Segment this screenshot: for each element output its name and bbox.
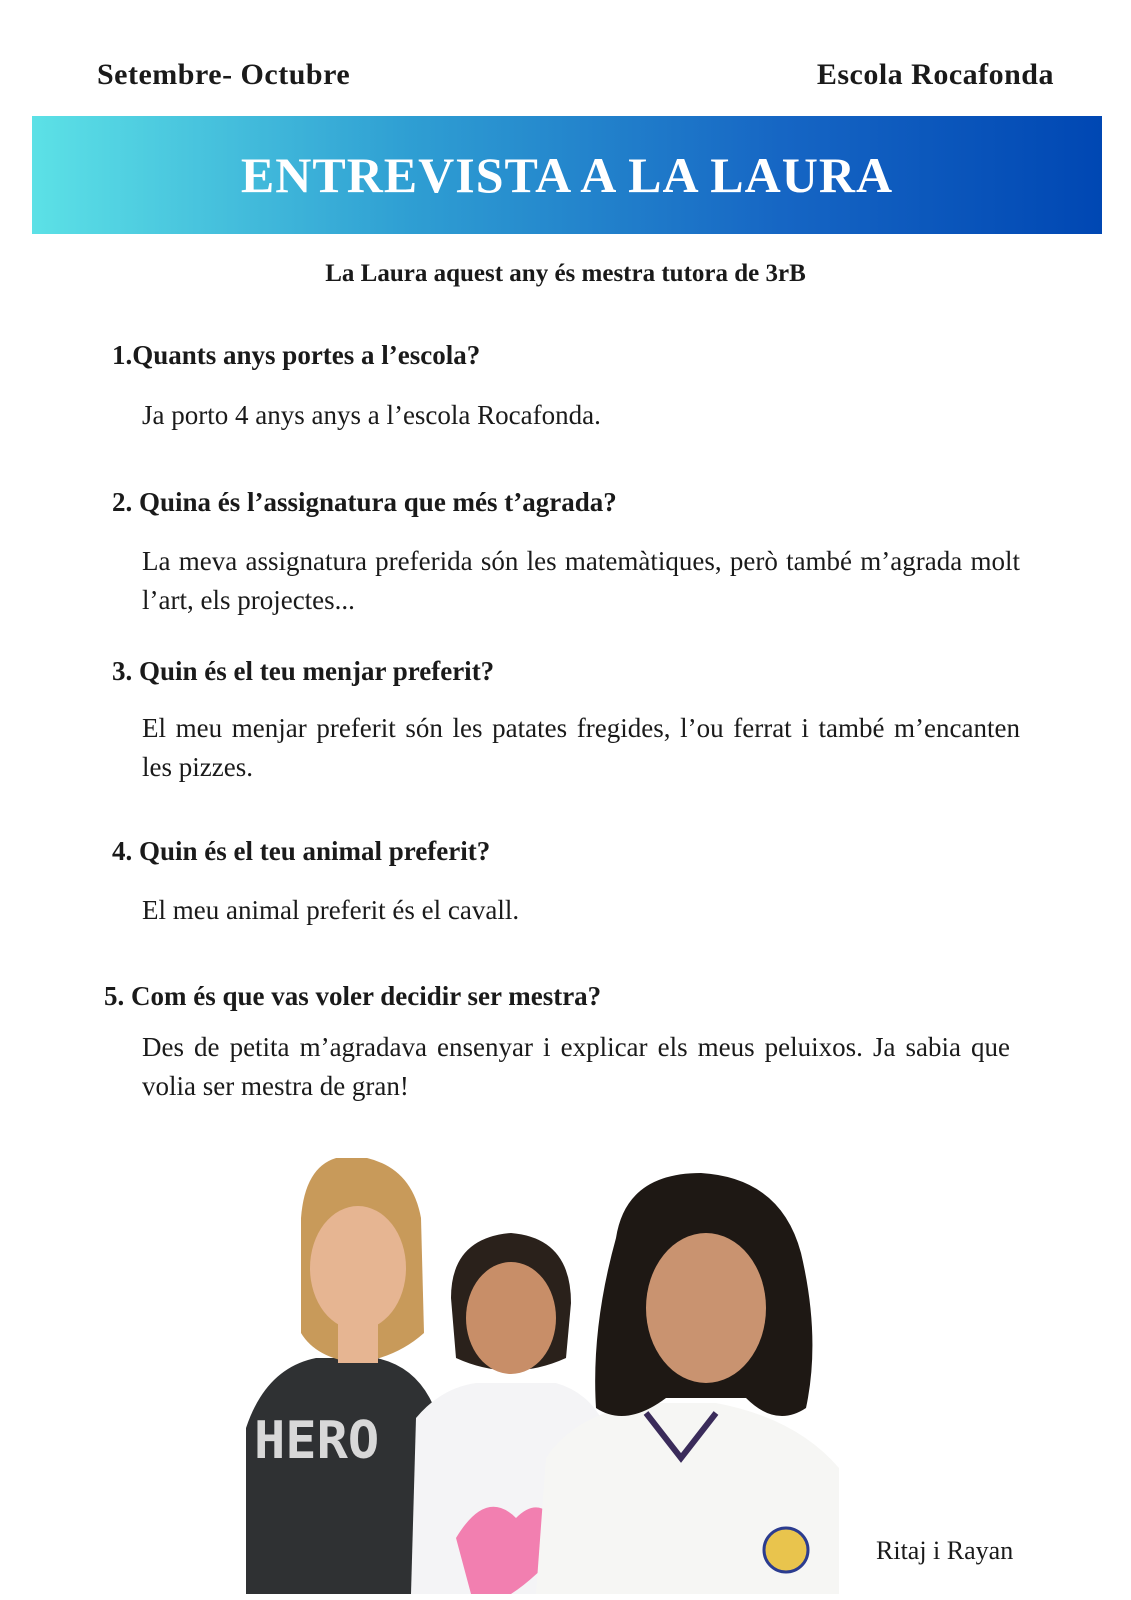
question-5: 5. Com és que vas voler decidir ser mestra? [104, 981, 602, 1011]
subtitle: La Laura aquest any és mestra tutora de 3rB [325, 260, 806, 287]
question-4: 4. Quin és el teu animal preferit? [112, 836, 491, 866]
page-title: ENTREVISTA A LA LAURA [240, 147, 894, 203]
question-3: 3. Quin és el teu menjar preferit? [112, 656, 495, 686]
photo-illustration [246, 1158, 839, 1594]
header-date: Setembre- Octubre [97, 58, 351, 91]
shirt-text: HERO [254, 1411, 380, 1471]
answer-2: La meva assignatura preferida són les matemàtiques, però també m’agrada molt l’art, els projectes... [142, 546, 1020, 615]
title-banner [32, 116, 1102, 234]
header-school: Escola Rocafonda [816, 58, 1054, 91]
question-1: 1.Quants anys portes a l’escola? [112, 340, 481, 370]
teacher-shirt [246, 1358, 441, 1594]
answer-4: El meu animal preferit és el cavall. [142, 895, 520, 925]
teacher-neck [338, 1323, 378, 1363]
answer-5: Des de petita m’agradava ensenyar i explicar els meus peluixos. Ja sabia que volia ser mestra de gran! [142, 1032, 1010, 1101]
teacher-face [310, 1206, 406, 1330]
child2-face [646, 1233, 766, 1383]
question-2: 2. Quina és l’assignatura que més t’agrada? [112, 487, 617, 517]
child1-face [466, 1262, 556, 1374]
photo-caption: Ritaj i Rayan [876, 1536, 1014, 1565]
badge-icon [764, 1528, 808, 1572]
group-photo [246, 1158, 839, 1594]
answer-1: Ja porto 4 anys anys a l’escola Rocafonda. [142, 400, 601, 430]
answer-3: El meu menjar preferit són les patates fregides, l’ou ferrat i també m’encanten les pizzes. [142, 713, 1020, 782]
